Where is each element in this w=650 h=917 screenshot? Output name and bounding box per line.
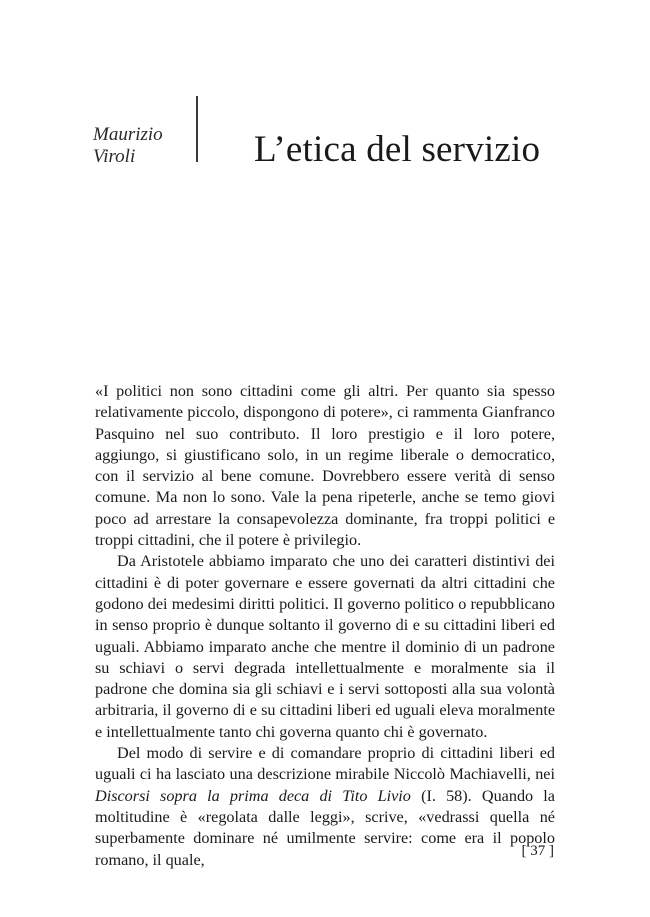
paragraph bbox=[95, 743, 555, 871]
paragraph bbox=[95, 551, 555, 743]
author-first-name: Maurizio bbox=[93, 124, 163, 145]
paragraph-text: Da Aristotele abbiamo imparato che uno dei caratteri distintivi dei cittadini è di poter governare e essere governati da altri cittadini che godono dei medesimi diritti politici. Il governo politico o repubblicano in senso proprio è dunque soltanto il governo di e su cittadini liberi ed uguali. Abbiamo imparato anche che mentre il dominio di un padrone su schiavi o servi degrada intellettualmente e moralmente sia il padrone che domina sia gli schiavi e i servi sottoposti alla sua volontà arbitraria, il governo di e su cittadini liberi ed uguali eleva moralmente e intellettualmente tanto chi governa quanto chi è governato. bbox=[95, 552, 555, 741]
paragraph-text: Del modo di servire e di comandare proprio di cittadini liberi ed uguali ci ha lasciato una descrizione mirabile Niccolò Machiavelli, nei bbox=[95, 744, 555, 784]
paragraph bbox=[95, 381, 555, 551]
author-name bbox=[93, 124, 163, 168]
body-text bbox=[95, 381, 555, 871]
paragraph-text: «I politici non sono cittadini come gli altri. Per quanto sia spesso relativamente piccolo, dispongono di potere», ci rammenta Gianfranco Pasquino nel suo contributo. Il loro prestigio e il loro potere, aggiungo, si giustificano solo, in un regime liberale o democratico, con il servizio al bene comune. Dovrebbero essere verità di senso comune. Ma non lo sono. Vale la pena ripeterle, anche se temo giovi poco ad arrestare la consapevolezza dominante, fra troppi politici e troppi cittadini, che il potere è privilegio. bbox=[95, 382, 555, 550]
author-last-name: Viroli bbox=[93, 146, 136, 167]
page-number: [ 37 ] bbox=[521, 843, 554, 859]
title-divider bbox=[196, 96, 198, 162]
book-title: Discorsi sopra la prima deca di Tito Livio bbox=[95, 786, 411, 805]
paragraph-text: (I. 58). Quando la moltitudine è «regolata dalle leggi», scrive, «vedrassi quella né superbamente dominare né umilmente servire: come era il popolo romano, il quale, bbox=[95, 786, 555, 869]
chapter-title: L’etica del servizio bbox=[254, 129, 541, 170]
